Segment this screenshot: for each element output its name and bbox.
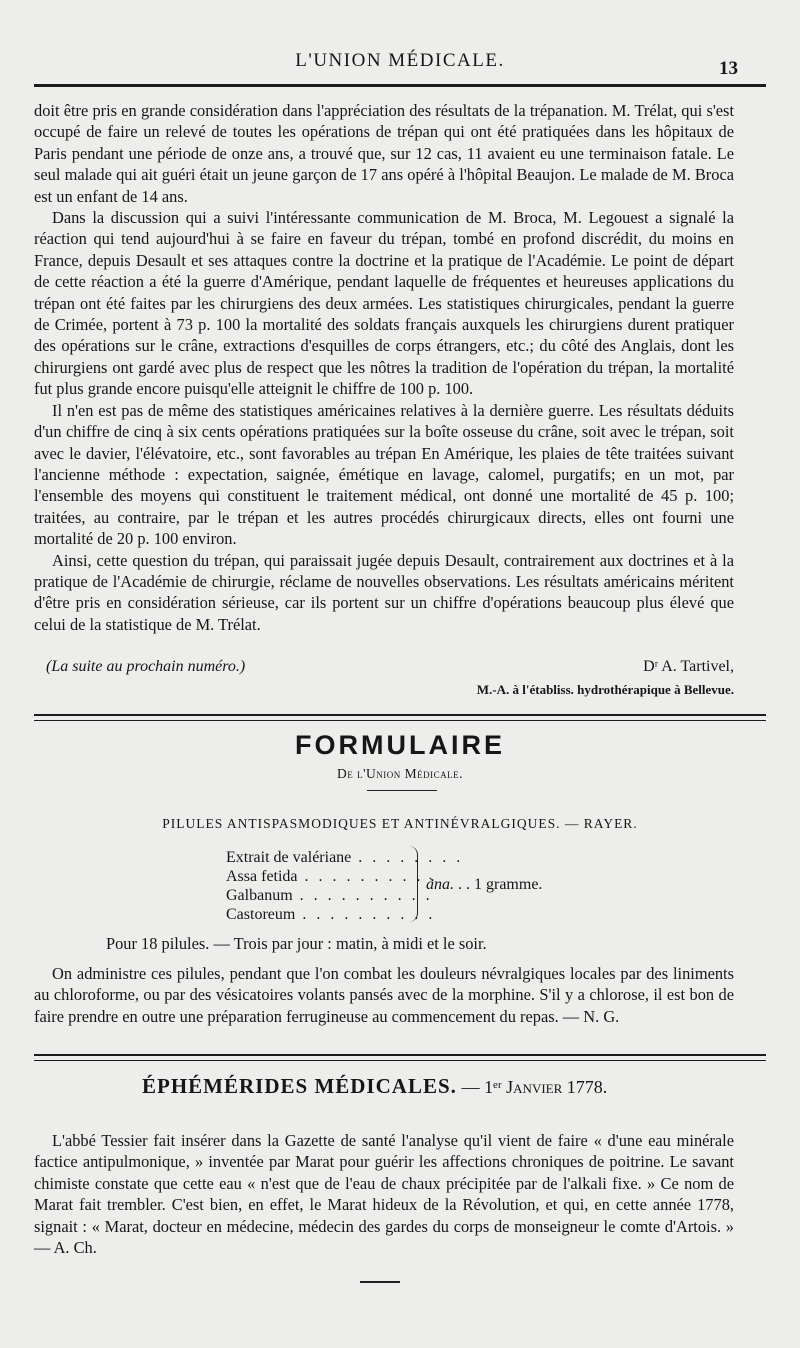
article-body xyxy=(34,100,734,635)
ingredient-brace xyxy=(409,846,418,922)
leader-dots: . . . . . . . . . . xyxy=(292,887,433,904)
article-signature-block xyxy=(34,658,734,704)
ephemerides-heading xyxy=(142,1074,607,1099)
ingredient-row xyxy=(226,886,433,905)
ingredient-row xyxy=(226,905,436,924)
ingredient-row xyxy=(226,848,464,867)
ephemerides-paragraph: L'abbé Tessier fait insérer dans la Gazette de santé l'analyse qu'il vient de faire « d'une eau minérale factice antipulmonique, » inventée par Marat pour guérir les affections chroniques de poitrine. Le savant chimiste constate que cette eau « n'est que de l'eau de chaux précipitée par de l'alkali fixe. » Ce nom de Marat fait trembler. C'est bien, en effet, le Marat hideux de la Révolution, et qui, en cette année 1778, signait : « Marat, docteur en médecine, médecin des gardes du corps de monseigneur le comte d'Artois. » — A. Ch. xyxy=(34,1131,734,1258)
formulaire-paragraph: On administre ces pilules, pendant que l'on combat les douleurs névralgiques locales par des liniments au chloroforme, ou par des vésicatoires volants pansés avec de la morphine. S'il y a chlorose, il est bon de faire prendre en outre une préparation ferrugineuse au commencement du repas. — N. G. xyxy=(34,964,734,1026)
ana-word: àna. xyxy=(426,876,454,893)
leader-dots: . . . . . . . . . . xyxy=(295,906,436,923)
header-rule xyxy=(34,84,766,87)
closing-rule xyxy=(360,1281,400,1283)
recipe-title: PILULES ANTISPASMODIQUES ET ANTINÉVRALGIQUES. — RAYER. xyxy=(162,816,638,831)
dosage-line: Pour 18 pilules. — Trois par jour : matin, à midi et le soir. xyxy=(106,934,487,953)
author-name: Dʳ A. Tartivel, xyxy=(643,658,734,675)
ingredient-row xyxy=(226,867,438,886)
article-paragraph-4: Ainsi, cette question du trépan, qui paraissait jugée depuis Desault, contrairement aux doctrines et à la pratique de l'Académie de chirurgie, réclame de nouvelles observations. Les résultats américains méritent d'être pris en considération sérieuse, car ils portent sur un chiffre d'opérations beaucoup plus élevé que celui de la statistique de M. Trélat. xyxy=(34,550,734,634)
ingredient-name: Galbanum xyxy=(226,887,293,904)
section-rule-formulaire xyxy=(34,714,766,721)
article-paragraph-3: Il n'en est pas de même des statistiques américaines relatives à la dernière guerre. Les résultats déduits d'un chiffre de cinq à six cents opérations pratiquées sur la boîte osseuse du crâne, soit avec le trépan, soit avec le davier, l'élévatoire, etc., sont favorables au trépan En Amérique, les plaies de tête traitées suivant l'ancienne méthode : expectation, saignée, émétique en lavage, calomel, purgatifs; en un mot, par l'ensemble des moyens qui constituent le traitement médical, ont donné une mortalité de 45 p. 100; traitées, au contraire, par le trépan et les autres procédés chirurgicaux directs, elles ont fourni une mortalité de 20 p. 100 environ. xyxy=(34,400,734,549)
leader-dots: . . . . . . . . xyxy=(351,849,464,866)
leader-dots: . . . . . . . . . . xyxy=(297,868,438,885)
formulaire-subtitle: De l'Union Médicale. xyxy=(336,766,464,781)
suite-note: (La suite au prochain numéro.) xyxy=(46,658,246,675)
ephemerides-body xyxy=(34,1130,734,1258)
ingredient-name: Assa fetida xyxy=(226,868,298,885)
author-affiliation: M.-A. à l'établiss. hydrothérapique à Bellevue. xyxy=(476,682,734,697)
page-number: 13 xyxy=(719,58,738,79)
ingredient-name: Castoreum xyxy=(226,906,296,923)
formulaire-body xyxy=(34,963,734,1027)
ephemerides-date: — 1ᵉʳ Janvier 1778. xyxy=(461,1077,608,1097)
quantity-text: . . 1 gramme. xyxy=(458,876,543,893)
formulaire-title: FORMULAIRE xyxy=(295,730,505,760)
ingredient-quantity xyxy=(426,876,542,894)
ingredient-name: Extrait de valériane xyxy=(226,849,352,866)
formulaire-short-rule xyxy=(367,790,437,791)
ephemerides-title: ÉPHÉMÉRIDES MÉDICALES. xyxy=(142,1074,457,1098)
article-paragraph-2: Dans la discussion qui a suivi l'intéressante communication de M. Broca, M. Legouest a signalé la réaction qui tend aujourd'hui à se faire en faveur du trépan, tombé en profond discrédit, du moins en France, depuis Desault et ses attaques contre la doctrine et la pratique de l'Académie. Le point de départ de cette réaction a été la guerre d'Amérique, pendant laquelle de fréquentes et heureuses applications du trépan ont été faites par les chirurgiens des deux armées. Les statistiques chirurgicales, pendant la guerre de Crimée, portent à 73 p. 100 la mortalité des soldats français auxquels les chirurgiens durent pratiquer des opérations sur le crâne, extractions d'esquilles de corps étrangers, etc.; du côté des Anglais, dont les chirurgiens ont gardé avec plus de respect que les nôtres la tradition de l'opération du trépan, la mortalité fut plus grande encore puisqu'elle atteignit le chiffre de 100 p. 100. xyxy=(34,208,734,399)
section-rule-ephemerides xyxy=(34,1054,766,1061)
article-paragraph-1: doit être pris en grande considération dans l'appréciation des résultats de la trépanation. M. Trélat, qui s'est occupé de faire un relevé de toutes les opérations de trépan qui ont été pratiquées dans les hôpitaux de Paris pendant une période de onze ans, a trouvé que, sur 12 cas, 11 avaient eu une terminaison fatale. Le seul malade qui ait guéri était un jeune garçon de 17 ans opéré à l'hôpital Beaujon. Le malade de M. Broca est un enfant de 14 ans. xyxy=(34,101,734,206)
running-title: L'UNION MÉDICALE. xyxy=(295,50,505,71)
